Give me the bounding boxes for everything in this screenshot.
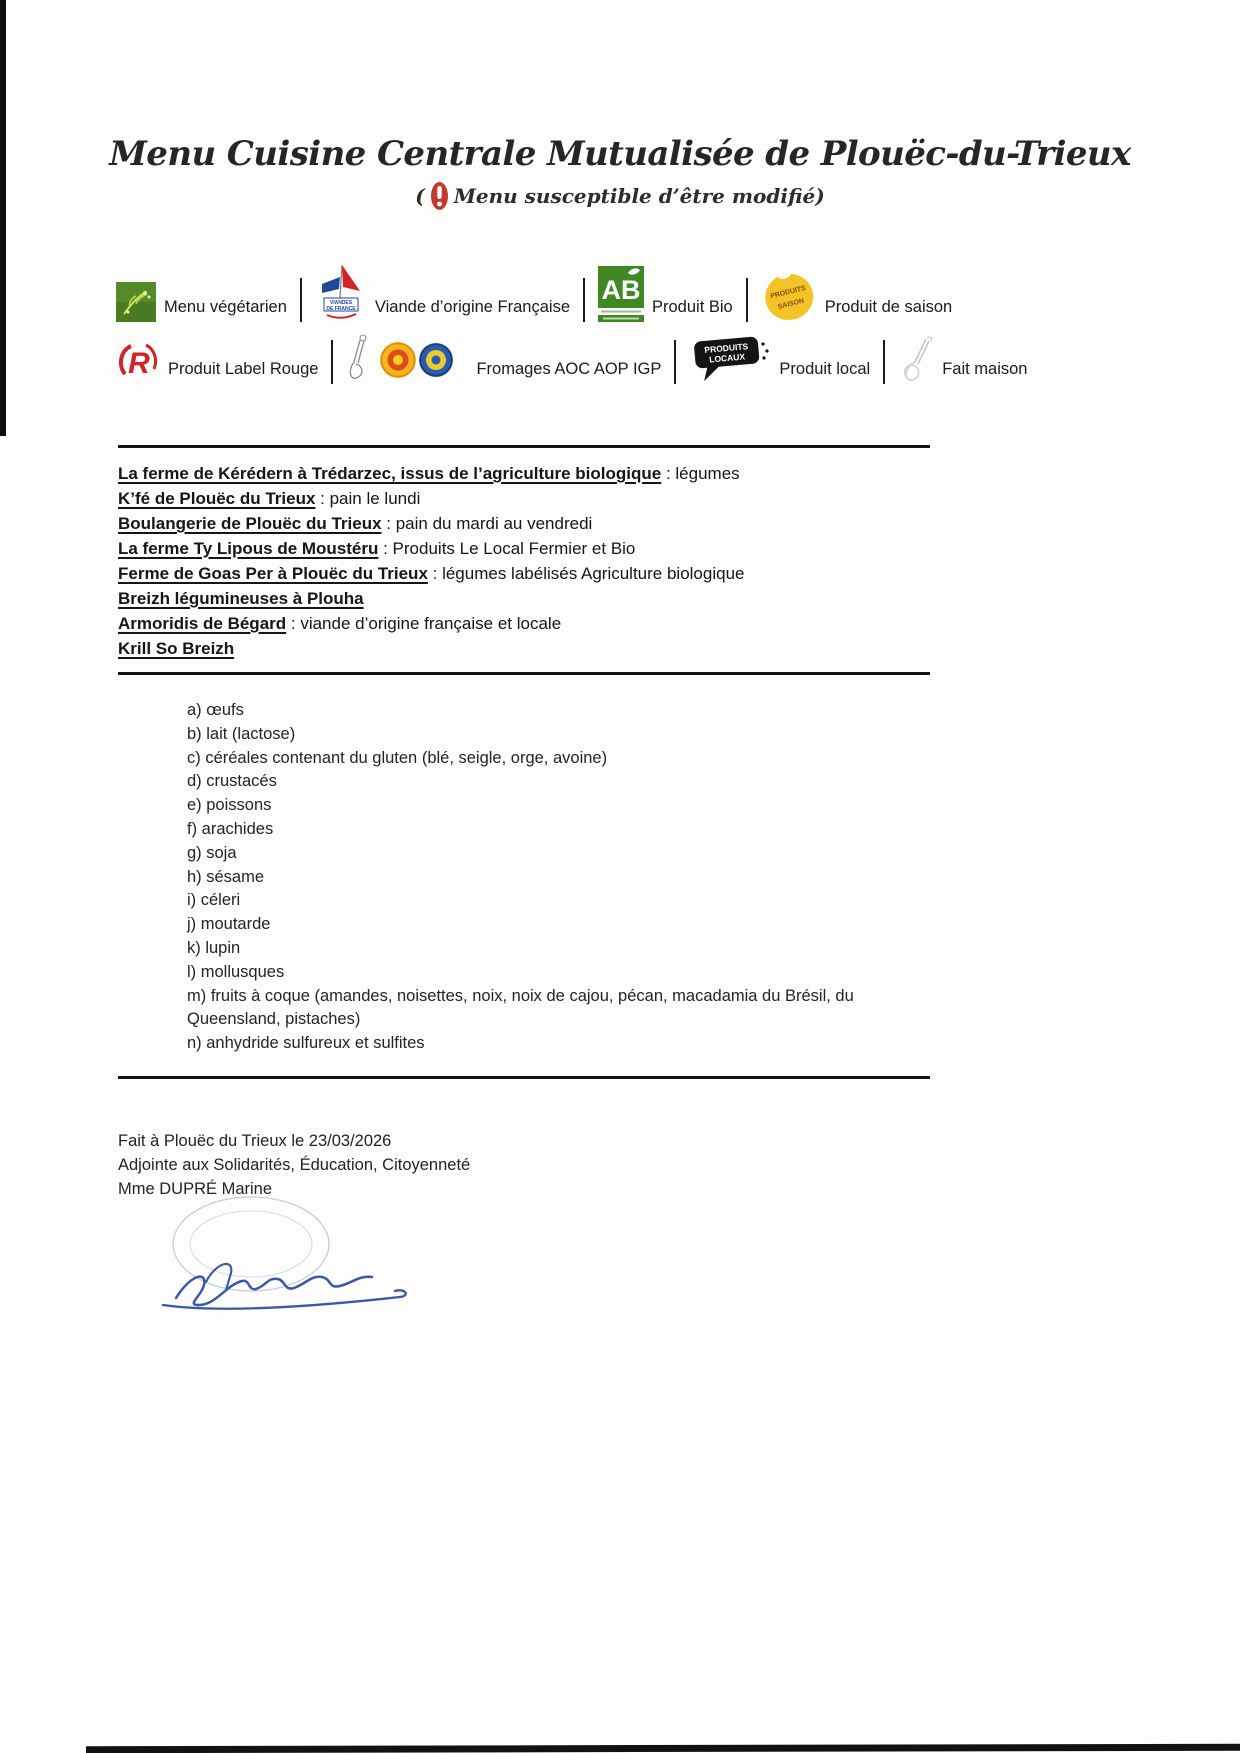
produits-saison-icon: [761, 266, 817, 322]
legend-label: Produit Bio: [652, 298, 733, 316]
allergen-item: f) arachides: [187, 819, 274, 838]
viandes-de-france-icon: [315, 262, 367, 322]
supplier-line: [118, 561, 744, 586]
exclamation-icon: [430, 181, 449, 211]
scan-artifact-left-edge: [0, 0, 6, 436]
legend-label: Produit local: [779, 360, 871, 378]
supplier-detail: : viande d’origine française et locale: [286, 614, 562, 633]
supplier-name: K’fé de Plouëc du Trieux: [118, 489, 316, 508]
legend-label: Viande d’origine Française: [374, 298, 570, 316]
footer-name-line: Mme DUPRÉ Marine: [118, 1180, 273, 1198]
allergen-item: e) poissons: [187, 796, 272, 815]
allergen-item: h) sésame: [187, 867, 265, 886]
allergen-item: d) crustacés: [187, 772, 277, 791]
allergen-item: j) moutarde: [187, 915, 271, 934]
legend-divider: [746, 278, 748, 322]
aoc-aop-medallions-icon: [346, 332, 468, 384]
legend: [116, 262, 1096, 384]
legend-item-viande-francaise: [315, 262, 570, 322]
supplier-detail: : légumes: [661, 464, 740, 483]
allergen-item: a) œufs: [187, 701, 244, 719]
supplier-name: Breizh légumineuses à Plouha: [118, 589, 364, 608]
divider-rule: [118, 672, 930, 675]
legend-item-produit-local: [689, 334, 870, 384]
label-rouge-icon: [116, 338, 160, 384]
legend-divider: [583, 278, 585, 322]
supplier-line: [118, 536, 744, 561]
allergen-item: b) lait (lactose): [187, 724, 296, 743]
footer-role-line: Adjointe aux Solidarités, Éducation, Citoyenneté: [118, 1156, 471, 1174]
ab-logo-text: AB: [601, 275, 641, 305]
divider-rule: [118, 1076, 930, 1079]
local-logo-text-1: PRODUITS: [704, 341, 750, 355]
footer-date-line: Fait à Plouëc du Trieux le 23/03/2026: [118, 1132, 392, 1150]
legend-row-2: [116, 332, 1096, 384]
allergen-item: m) fruits à coque (amandes, noisettes, noix, noix de cajou, pécan, macadamia du Brésil, du Queensland, pistaches): [187, 986, 854, 1029]
allergen-item: k) lupin: [187, 938, 241, 957]
supplier-line: [118, 486, 744, 511]
legend-item-fait-maison: [898, 334, 1027, 384]
scan-artifact-bottom-edge: [86, 1744, 1240, 1753]
supplier-line: [118, 611, 744, 636]
allergens-list: [187, 699, 911, 1056]
legend-divider: [300, 278, 302, 322]
legend-label: Produit Label Rouge: [168, 360, 319, 378]
local-logo-text-2: LOCAUX: [709, 351, 746, 365]
vegetarian-menu-icon: [116, 282, 156, 322]
legend-label: Fromages AOC AOP IGP: [476, 360, 662, 378]
viandes-logo-text-2: DE FRANCE: [326, 306, 356, 312]
ab-bio-icon: [598, 266, 644, 322]
supplier-name: La ferme Ty Lipous de Moustéru: [118, 539, 379, 558]
legend-label: Menu végétarien: [164, 298, 287, 316]
subtitle-text: Menu susceptible d’être modifié): [453, 184, 825, 208]
viandes-logo-text-1: VIANDES: [329, 300, 353, 306]
allergen-item: i) céleri: [187, 891, 241, 910]
supplier-name: La ferme de Kérédern à Trédarzec, issus de l’agriculture biologique: [118, 464, 662, 483]
legend-item-produit-saison: [761, 266, 953, 322]
legend-divider: [883, 340, 885, 384]
supplier-line: [118, 636, 744, 661]
saison-logo-text-2: SAISON: [776, 297, 805, 311]
supplier-name: Ferme de Goas Per à Plouëc du Trieux: [118, 564, 428, 583]
allergen-item: c) céréales contenant du gluten (blé, seigle, orge, avoine): [187, 748, 608, 767]
supplier-detail: : pain du mardi au vendredi: [381, 514, 593, 533]
suppliers-section: [118, 461, 744, 661]
divider-rule: [118, 445, 930, 448]
legend-row-1: [116, 262, 1096, 322]
legend-item-label-rouge: [116, 338, 318, 384]
signature-block: [146, 1192, 476, 1347]
signature-and-stamp: [146, 1192, 476, 1342]
legend-divider: [331, 340, 333, 384]
legend-item-fromages-aoc: [346, 332, 661, 384]
subtitle-open-paren: (: [415, 184, 425, 208]
allergen-item: n) anhydride sulfureux et sulfites: [187, 1034, 425, 1053]
header: [0, 134, 1240, 211]
saison-logo-text-1: PRODUITS: [769, 284, 807, 301]
allergen-item: l) mollusques: [187, 962, 285, 981]
legend-item-produit-bio: [598, 266, 733, 322]
supplier-name: Armoridis de Bégard: [118, 614, 287, 633]
supplier-line: [118, 511, 744, 536]
supplier-detail: : légumes labélisés Agriculture biologique: [427, 564, 745, 583]
legend-label: Fait maison: [942, 360, 1028, 378]
supplier-line: [118, 461, 744, 486]
supplier-name: Boulangerie de Plouëc du Trieux: [118, 514, 382, 533]
supplier-name: Krill So Breizh: [118, 639, 235, 658]
footer: [118, 1129, 470, 1201]
produits-locaux-bubble-icon: [689, 334, 771, 384]
supplier-detail: : Produits Le Local Fermier et Bio: [378, 539, 636, 558]
legend-divider: [674, 340, 676, 384]
whisk-icon: [898, 334, 934, 384]
supplier-detail: : pain le lundi: [315, 489, 421, 508]
supplier-line: [118, 586, 744, 611]
allergen-item: g) soja: [187, 843, 237, 862]
legend-label: Produit de saison: [824, 298, 953, 316]
label-rouge-logo-text: R: [128, 347, 150, 380]
legend-item-vegetarian: [116, 282, 287, 322]
page-subtitle: [0, 181, 1240, 211]
page-title: Menu Cuisine Centrale Mutualisée de Plouëc-du-Trieux: [109, 134, 1131, 174]
